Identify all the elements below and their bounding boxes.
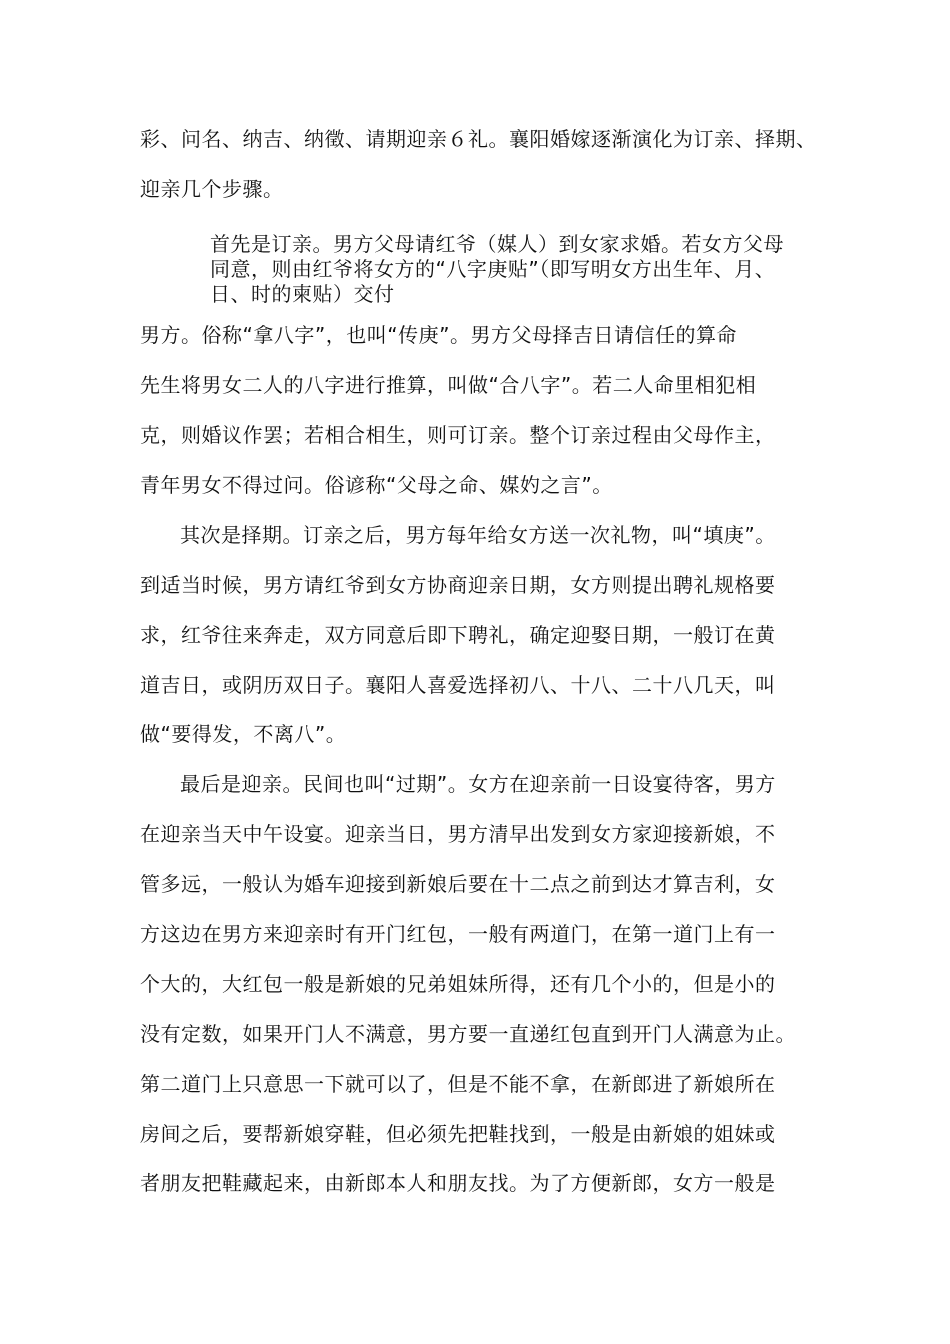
para1-line-4: 青年男女不得过问。俗谚称“父母之命、媒妁之言”。 <box>140 473 613 497</box>
quote-line-2: 同意，则由红爷将女方的“八字庚贴”（即写明女方出生年、月、 <box>210 257 776 281</box>
para1-line-2: 先生将男女二人的八字进行推算，叫做“合八字”。若二人命里相犯相 <box>140 373 757 397</box>
para3-line-9: 者朋友把鞋藏起来，由新郎本人和朋友找。为了方便新郎，女方一般是 <box>140 1171 776 1195</box>
para3-line-4: 方这边在男方来迎亲时有开门红包，一般有两道门，在第一道门上有一 <box>140 922 776 946</box>
para3-line-7: 第二道门上只意思一下就可以了，但是不能不拿，在新郎进了新娘所在 <box>140 1072 776 1096</box>
para1-line-3: 克，则婚议作罢；若相合相生，则可订亲。整个订亲过程由父母作主， <box>140 423 776 447</box>
quote-line-1: 首先是订亲。男方父母请红爷（媒人）到女家求婚。若女方父母 <box>210 232 784 256</box>
para3-line-3: 管多远，一般认为婚车迎接到新娘后要在十二点之前到达才算吉利，女 <box>140 872 776 896</box>
para2-line-3: 求，红爷往来奔走，双方同意后即下聘礼，确定迎娶日期，一般订在黄 <box>140 623 776 647</box>
para2-line-5: 做“要得发，不离八”。 <box>140 722 347 746</box>
para3-line-5: 个大的，大红包一般是新娘的兄弟姐妹所得，还有几个小的，但是小的 <box>140 972 776 996</box>
para3-line-6: 没有定数，如果开门人不满意，男方要一直递红包直到开门人满意为止。 <box>140 1022 796 1046</box>
para2-line-1: 其次是择期。订亲之后，男方每年给女方送一次礼物，叫“填庚”。 <box>180 523 776 547</box>
intro-line-2: 迎亲几个步骤。 <box>140 177 284 201</box>
para2-line-2: 到适当时候，男方请红爷到女方协商迎亲日期，女方则提出聘礼规格要 <box>140 573 776 597</box>
para3-line-1: 最后是迎亲。民间也叫“过期”。女方在迎亲前一日设宴待客，男方 <box>180 772 776 796</box>
intro-line-1: 彩、问名、纳吉、纳徵、请期迎亲６礼。襄阳婚嫁逐渐演化为订亲、择期、 <box>140 127 817 151</box>
para3-line-2: 在迎亲当天中午设宴。迎亲当日，男方清早出发到女方家迎接新娘，不 <box>140 822 776 846</box>
para3-line-8: 房间之后，要帮新娘穿鞋，但必须先把鞋找到，一般是由新娘的姐妹或 <box>140 1122 776 1146</box>
para1-line-1: 男方。俗称“拿八字”，也叫“传庚”。男方父母择吉日请信任的算命 <box>140 323 737 347</box>
para2-line-4: 道吉日，或阴历双日子。襄阳人喜爱选择初八、十八、二十八几天，叫 <box>140 673 776 697</box>
quote-line-3: 日、时的柬贴）交付 <box>210 282 395 306</box>
